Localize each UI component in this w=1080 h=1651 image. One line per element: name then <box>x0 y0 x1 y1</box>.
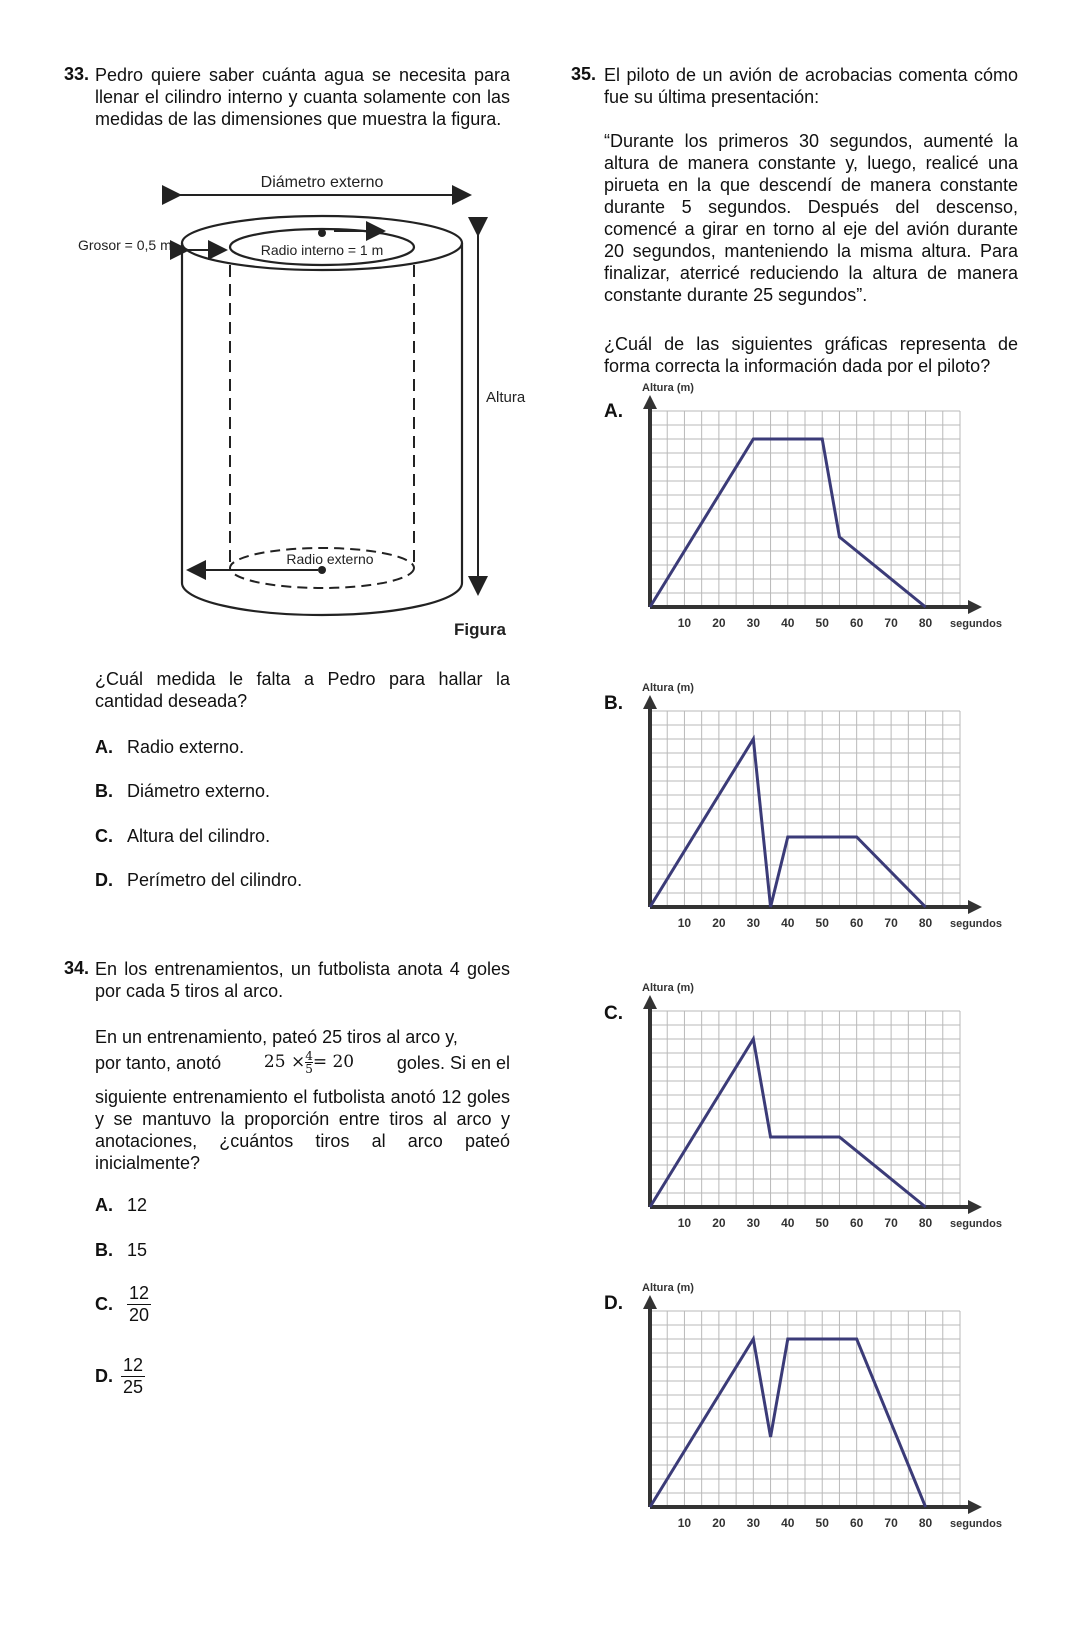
chart-1[interactable] <box>625 682 1025 940</box>
q34-option-b[interactable]: B. 15 <box>95 1240 148 1260</box>
x-tick-label: 40 <box>781 1216 795 1230</box>
figure-caption: Figura <box>454 620 506 639</box>
label-grosor: Grosor = 0,5 m <box>78 237 172 253</box>
y-axis-label: Altura (m) <box>642 1282 694 1294</box>
x-axis-arrow <box>968 1500 982 1514</box>
q33-text: Pedro quiere saber cuánta agua se necesita para llenar el cilindro interno y cuanta solamente con las medidas de las dimensiones que muestra la figura. <box>95 65 510 129</box>
x-axis-label: segundos <box>950 918 1002 930</box>
y-axis-label: Altura (m) <box>642 982 694 994</box>
x-tick-label: 60 <box>849 1216 864 1230</box>
x-axis-label: segundos <box>950 1518 1002 1530</box>
q33-number: 33. <box>64 64 90 84</box>
label-radio-interno: Radio interno = 1 m <box>260 242 384 258</box>
label-altura: Altura <box>486 389 526 406</box>
x-tick-label: 40 <box>781 916 795 930</box>
x-tick-label: 20 <box>712 1516 726 1530</box>
x-tick-label: 50 <box>815 1216 829 1230</box>
q33-option-b[interactable]: B. Diámetro externo. <box>95 781 271 801</box>
chart-2[interactable] <box>625 982 1025 1240</box>
y-axis-arrow <box>643 395 657 409</box>
x-tick-label: 40 <box>781 616 795 630</box>
x-tick-label: 10 <box>677 616 692 630</box>
x-tick-label: 70 <box>884 1216 898 1230</box>
q35-number: 35. <box>571 64 597 84</box>
x-tick-label: 80 <box>918 1216 933 1230</box>
q34-number: 34. <box>64 958 90 978</box>
x-tick-label: 20 <box>712 616 726 630</box>
q34-option-d[interactable]: D. $\frac{12}{25}$ <box>95 1355 144 1397</box>
x-axis-arrow <box>968 900 982 914</box>
x-tick-label: 60 <box>849 1516 864 1530</box>
x-axis-arrow <box>968 1200 982 1214</box>
x-tick-label: 80 <box>918 916 933 930</box>
q34-text2-line1: En un entrenamiento, pateó 25 tiros al arco y, <box>95 1027 458 1047</box>
x-tick-label: 10 <box>677 1216 692 1230</box>
x-axis-arrow <box>968 600 982 614</box>
q35-question: ¿Cuál de las siguientes gráficas representa de forma correcta la información dada por el piloto? <box>604 334 1018 376</box>
x-tick-label: 10 <box>677 1516 692 1530</box>
q33-option-d[interactable]: D. Perímetro del cilindro. <box>95 870 303 890</box>
cylinder-figure <box>60 165 540 645</box>
q35-quote: “Durante los primeros 30 segundos, aumenté la altura de manera constante y, luego, realicé una pirueta en la que descendí de manera constante durante 5 segundos. Después del descenso, comencé a girar en torno al eje del avión durante 20 segundos, manteniendo la misma altura. Para finalizar, aterricé reduciendo la altura de manera constante durante 25 segundos”. <box>604 131 1018 305</box>
y-axis-label: Altura (m) <box>642 382 694 394</box>
x-tick-label: 80 <box>918 1516 933 1530</box>
x-tick-label: 20 <box>712 1216 726 1230</box>
x-tick-label: 30 <box>746 1216 761 1230</box>
x-tick-label: 50 <box>815 916 829 930</box>
x-tick-label: 70 <box>884 616 898 630</box>
chart-option-letter[interactable]: D. <box>604 1293 623 1314</box>
x-axis-label: segundos <box>950 1218 1002 1230</box>
chart-option-letter[interactable]: A. <box>604 401 623 422</box>
x-tick-label: 50 <box>815 1516 829 1530</box>
q34-text3: siguiente entrenamiento el futbolista anotó 12 goles y se mantuvo la proporción entre tiros al arco y anotaciones, ¿cuántos tiros al arco pateó inicialmente? <box>95 1087 510 1173</box>
x-tick-label: 40 <box>781 1516 795 1530</box>
x-tick-label: 70 <box>884 916 898 930</box>
x-tick-label: 70 <box>884 1516 898 1530</box>
label-diametro-externo: Diámetro externo <box>260 174 384 191</box>
x-axis-label: segundos <box>950 618 1002 630</box>
y-axis-arrow <box>643 995 657 1009</box>
q33-option-c[interactable]: C. Altura del cilindro. <box>95 826 271 846</box>
x-tick-label: 80 <box>918 616 933 630</box>
chart-3[interactable] <box>625 1282 1025 1540</box>
q34-math-line: por tanto, anotó 25 × $\frac{4}{5}= 20$ goles. Si en el <box>95 1049 510 1076</box>
label-radio-externo: Radio externo <box>286 551 374 567</box>
x-tick-label: 60 <box>849 916 864 930</box>
chart-0[interactable] <box>625 382 1025 640</box>
x-tick-label: 10 <box>677 916 692 930</box>
q34-option-a[interactable]: A. 12 <box>95 1195 148 1215</box>
x-tick-label: 30 <box>746 916 761 930</box>
q33-question: ¿Cuál medida le falta a Pedro para hallar la cantidad deseada? <box>95 669 510 711</box>
x-tick-label: 30 <box>746 616 761 630</box>
chart-option-letter[interactable]: C. <box>604 1003 623 1024</box>
x-tick-label: 30 <box>746 1516 761 1530</box>
y-axis-arrow <box>643 695 657 709</box>
y-axis-label: Altura (m) <box>642 682 694 694</box>
y-axis-arrow <box>643 1295 657 1309</box>
x-tick-label: 50 <box>815 616 829 630</box>
q35-text1: El piloto de un avión de acrobacias comenta cómo fue su última presentación: <box>604 65 1018 107</box>
chart-option-letter[interactable]: B. <box>604 693 623 714</box>
math-expression: 25 × $\frac{4}{5}= 20$ <box>263 1049 355 1076</box>
q33-option-a[interactable]: A. Radio externo. <box>95 737 245 757</box>
q34-option-c[interactable]: C. $\frac{12}{20}$ <box>95 1283 150 1325</box>
q34-text1: En los entrenamientos, un futbolista anota 4 goles por cada 5 tiros al arco. <box>95 959 510 1001</box>
x-tick-label: 60 <box>849 616 864 630</box>
x-tick-label: 20 <box>712 916 726 930</box>
